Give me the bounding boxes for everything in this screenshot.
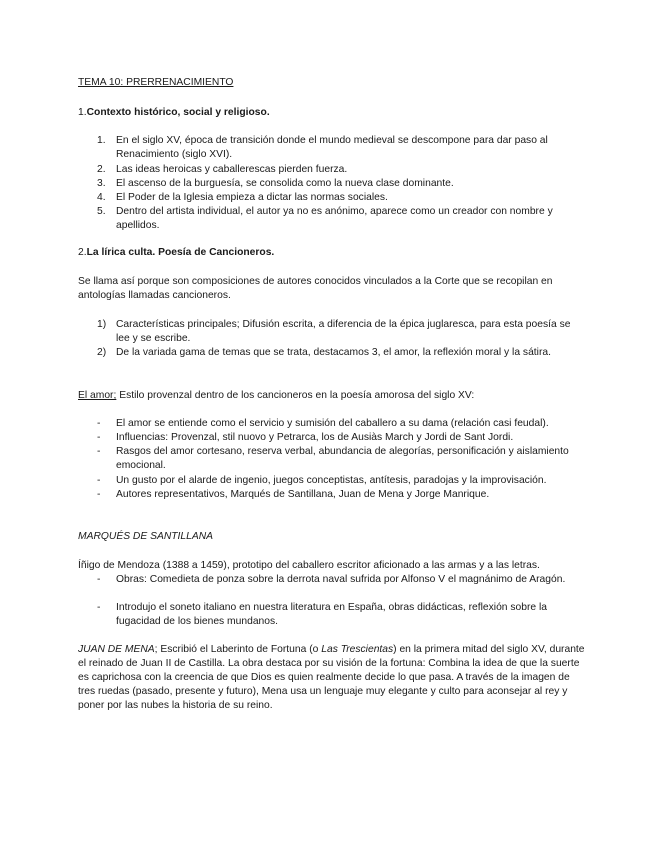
author-name: JUAN DE MENA [78, 644, 155, 655]
list-marker: 4. [97, 192, 106, 203]
list-marker: 3. [97, 178, 106, 189]
list-marker: - [97, 475, 101, 486]
list-marker: - [97, 489, 101, 500]
list-item-text: El amor se entiende como el servicio y sumisión del caballero a su dama (relación casi feudal). [116, 418, 549, 429]
work-title: Las Trescientas [321, 644, 394, 655]
section-number: 2. [78, 247, 87, 258]
list-item-text: Las ideas heroicas y caballerescas pierden fuerza. [116, 164, 348, 175]
list-item-text: Autores representativos, Marqués de Santillana, Juan de Mena y Jorge Manrique. [116, 489, 490, 500]
section-heading [78, 106, 270, 120]
list-item-text: Introdujo el soneto italiano en nuestra literatura en España, obras didácticas, reflexión sobre la fugacidad de los bienes mundanos. [116, 602, 548, 627]
list-item-text: De la variada gama de temas que se trata, destacamos 3, el amor, la reflexión moral y la sátira. [116, 347, 551, 358]
inline-label: El amor; [78, 390, 117, 401]
list-marker: 1. [97, 135, 106, 146]
list-item-text: Obras: Comedieta de ponza sobre la derrota naval sufrida por Alfonso V el magnánimo de Aragón. [116, 574, 566, 585]
list-item-text: Rasgos del amor cortesano, reserva verbal, abundancia de alegorías, personificación y aislamiento emocional. [116, 446, 569, 471]
list-item-text: Un gusto por el alarde de ingenio, juegos conceptistas, antítesis, paradojas y la improvisación. [116, 475, 547, 486]
paragraph [78, 643, 588, 713]
paragraph: Se llama así porque son composiciones de autores conocidos vinculados a la Corte que se recopilan en antologías llamadas cancioneros. [78, 276, 553, 301]
list-item-text: Dentro del artista individual, el autor ya no es anónimo, aparece como un creador con nombre y apellidos. [116, 206, 553, 231]
paragraph: Íñigo de Mendoza (1388 a 1459), prototipo del caballero escritor aficionado a las armas y a las letras. [78, 560, 540, 571]
paragraph-text: ; Escribió el Laberinto de Fortuna (o [154, 644, 322, 655]
paragraph-text: Estilo provenzal dentro de los cancioneros en la poesía amorosa del siglo XV: [116, 390, 475, 401]
list-marker: - [97, 574, 101, 585]
section-heading-text: Contexto histórico, social y religioso. [86, 107, 270, 118]
list-item-text: En el siglo XV, época de transición donde el mundo medieval se descompone para dar paso al Renacimiento (siglo XVI). [116, 135, 548, 160]
paragraph [78, 389, 474, 403]
list-marker: - [97, 446, 101, 457]
section-heading-text: La lírica culta. Poesía de Cancioneros. [86, 247, 275, 258]
list-marker: - [97, 418, 101, 429]
list-marker: - [97, 432, 101, 443]
document-title: TEMA 10: PRERRENACIMIENTO [78, 77, 234, 88]
list-item-text: El ascenso de la burguesía, se consolida como la nueva clase dominante. [116, 178, 454, 189]
list-marker: 5. [97, 206, 106, 217]
section-number: 1. [78, 107, 87, 118]
list-marker: - [97, 602, 101, 613]
list-item-text: El Poder de la Iglesia empieza a dictar las normas sociales. [116, 192, 388, 203]
list-marker: 1) [97, 319, 107, 330]
section-heading [78, 246, 274, 260]
subsection-heading: MARQUÉS DE SANTILLANA [78, 531, 214, 542]
list-item-text: Influencias: Provenzal, stil nuovo y Petrarca, los de Ausiàs March y Jordi de Sant Jordi. [116, 432, 514, 443]
list-marker: 2. [97, 164, 106, 175]
list-item-text: Características principales; Difusión escrita, a diferencia de la épica juglaresca, para esta poesía se lee y se escribe. [116, 319, 571, 344]
paragraph-text: ) en la primera mitad del siglo XV, durante el reinado de Juan II de Castilla. La obra destaca por su visión de la fortuna: Combina la idea de que la suerte es caprichosa con la creencia de que Dios es quien realmente decide lo que pasa. A través de la imagen de tres ruedas (pasado, presente y futuro), Mena usa un lenguaje muy elegante y culto para aconsejar al rey y poner por las nubes la historia de su reino. [78, 644, 585, 711]
list-marker: 2) [97, 347, 107, 358]
